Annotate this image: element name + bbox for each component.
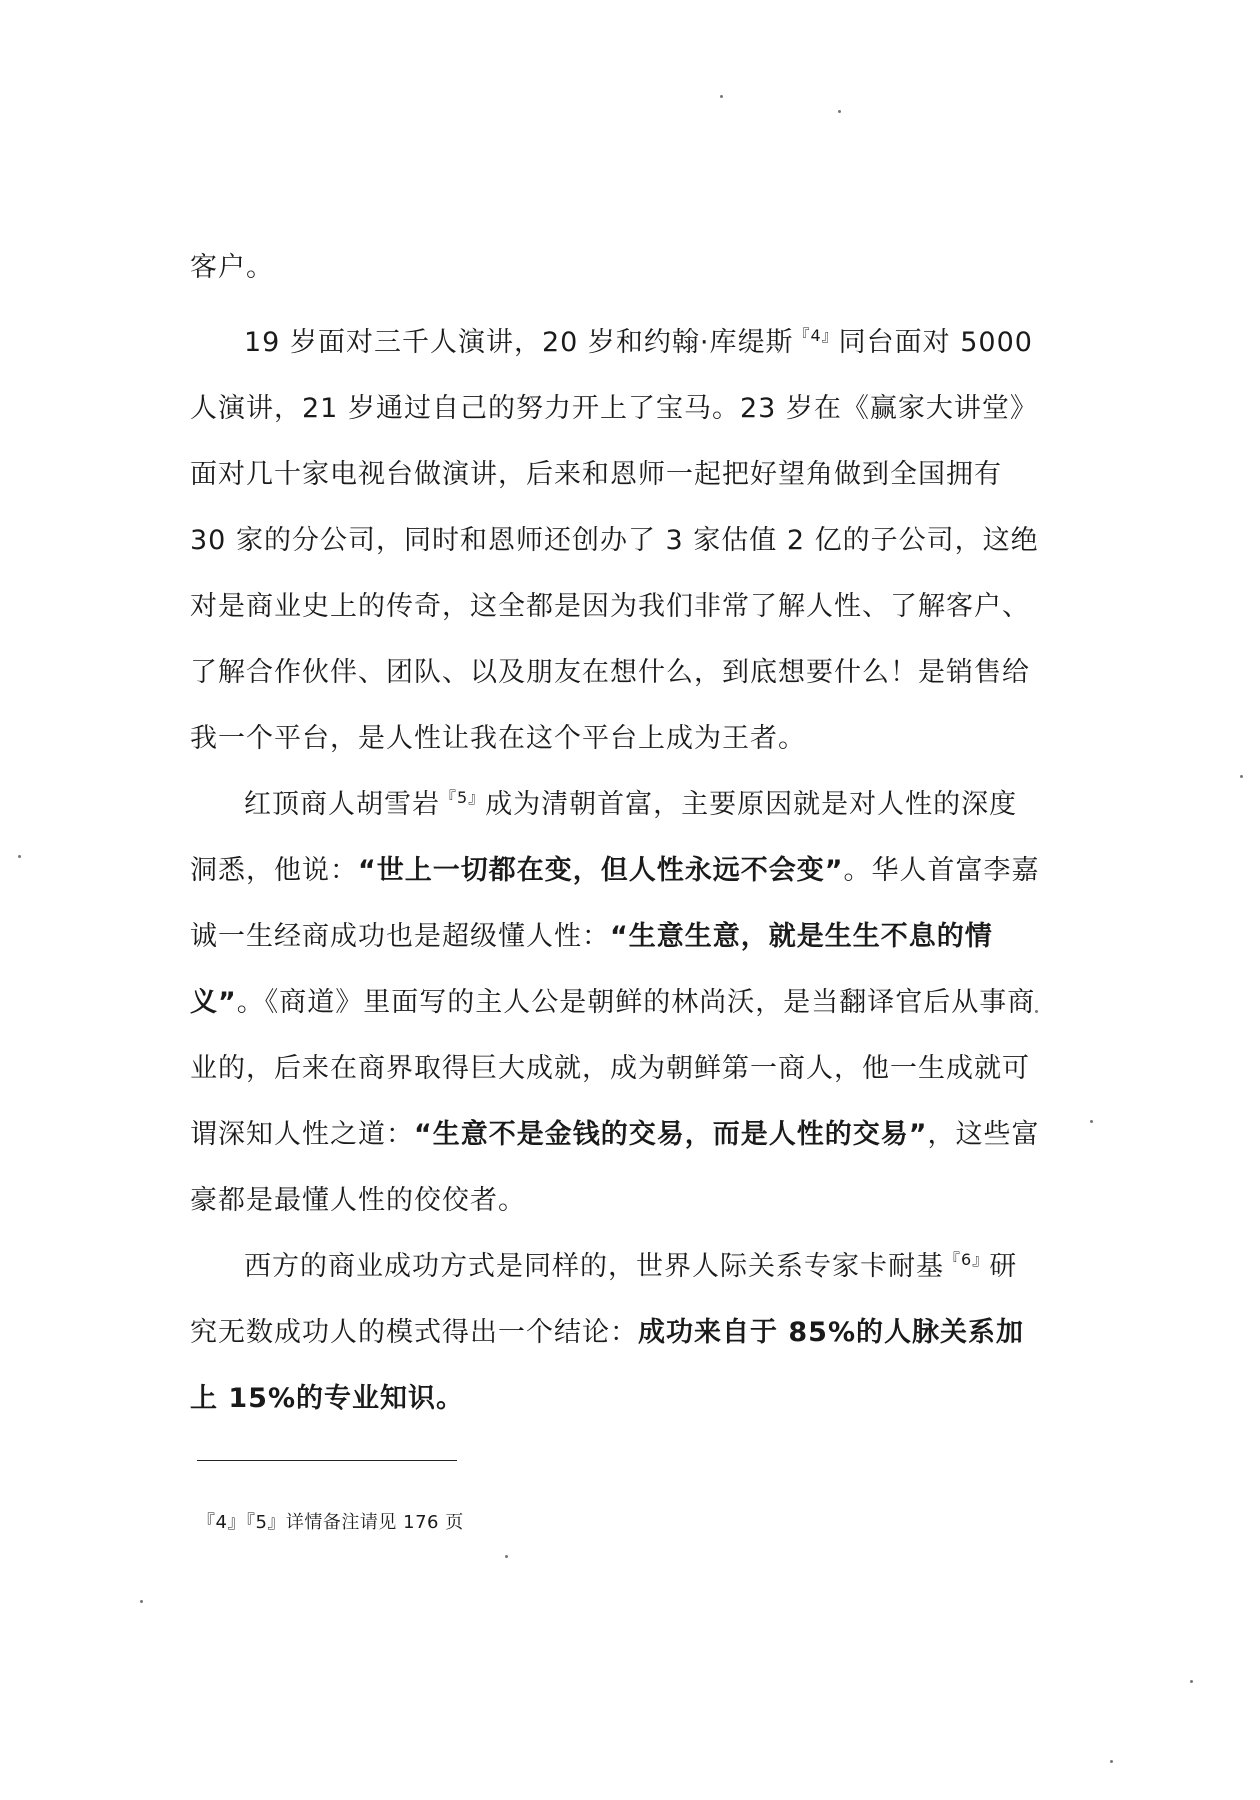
- paragraph-4-text-1: 西方的商业成功方式是同样的，世界人际关系专家卡耐基: [244, 1251, 944, 1282]
- scan-speck: [18, 855, 21, 858]
- footnote-divider: [197, 1460, 457, 1461]
- footnote: 『4』『5』详情备注请见 176 页: [197, 1512, 464, 1533]
- paragraph-3-text-2: 成为清朝首富，主要原因就是对人性的深度洞悉，他说：: [190, 789, 1018, 886]
- paragraph-2: [190, 310, 1040, 772]
- paragraph-3-text-3: 。华人首富李嘉诚一生经商成功也是超级懂人性：: [190, 855, 1040, 952]
- paragraph-3-text-4: 。《商道》里面写的主人公是朝鲜的林尚沃，是当翻译官后从事商业的，后来在商界取得巨大成就，成为朝鲜第一商人，他一生成就可谓深知人性之道：: [190, 987, 1036, 1150]
- scan-speck: [720, 95, 723, 98]
- paragraph-1: [190, 235, 1040, 301]
- scan-speck: [1090, 1120, 1093, 1123]
- footnote-ref-6: 『6』: [944, 1250, 990, 1269]
- paragraph-1-text: 客户。: [190, 252, 274, 283]
- paragraph-2-text-1: 19 岁面对三千人演讲，20 岁和约翰·库缇斯: [244, 327, 794, 358]
- paragraph-3: [190, 772, 1040, 1234]
- footnote-ref-4: 『4』: [793, 326, 839, 345]
- scan-speck: [1110, 1760, 1113, 1763]
- quote-hu-xueyan: “世上一切都在变，但人性永远不会变”: [358, 855, 844, 886]
- scan-speck: [1035, 1010, 1038, 1013]
- scan-speck: [838, 110, 841, 113]
- conclusion-bold: 成功来自于 85%的人脉关系加上 15%的专业知识。: [190, 1317, 1025, 1414]
- quote-lim-sang-ok: “生意不是金钱的交易，而是人性的交易”: [414, 1119, 928, 1150]
- quote-li-ka-shing: “生意生意，就是生生不息的情义”: [190, 921, 993, 1018]
- scan-speck: [1190, 1680, 1193, 1683]
- paragraph-3-text-1: 红顶商人胡雪岩: [244, 789, 440, 820]
- body-text: [190, 235, 1040, 1432]
- scan-speck: [140, 1600, 143, 1603]
- paragraph-4-text-2: 研究无数成功人的模式得出一个结论：: [190, 1251, 1018, 1348]
- footnote-ref-5: 『5』: [440, 788, 486, 807]
- paragraph-2-text-2: 同台面对 5000 人演讲，21 岁通过自己的努力开上了宝马。23 岁在《赢家大讲堂》面对几十家电视台做演讲，后来和恩师一起把好望角做到全国拥有 30 家的分公司，同时和恩师还创办了 3 家估值 2 亿的子公司，这绝对是商业史上的传奇，这全都是因为我们非常了解人性、了解客户、了解合作伙伴、团队、以及朋友在想什么，到底想要什么！是销售给我一个平台，是人性让我在这个平台上成为王者。: [190, 327, 1039, 754]
- paragraph-4: [190, 1234, 1040, 1432]
- scan-speck: [1240, 775, 1243, 778]
- scan-speck: [505, 1555, 508, 1558]
- paragraph-3-text-5: ，这些富豪都是最懂人性的佼佼者。: [190, 1119, 1040, 1216]
